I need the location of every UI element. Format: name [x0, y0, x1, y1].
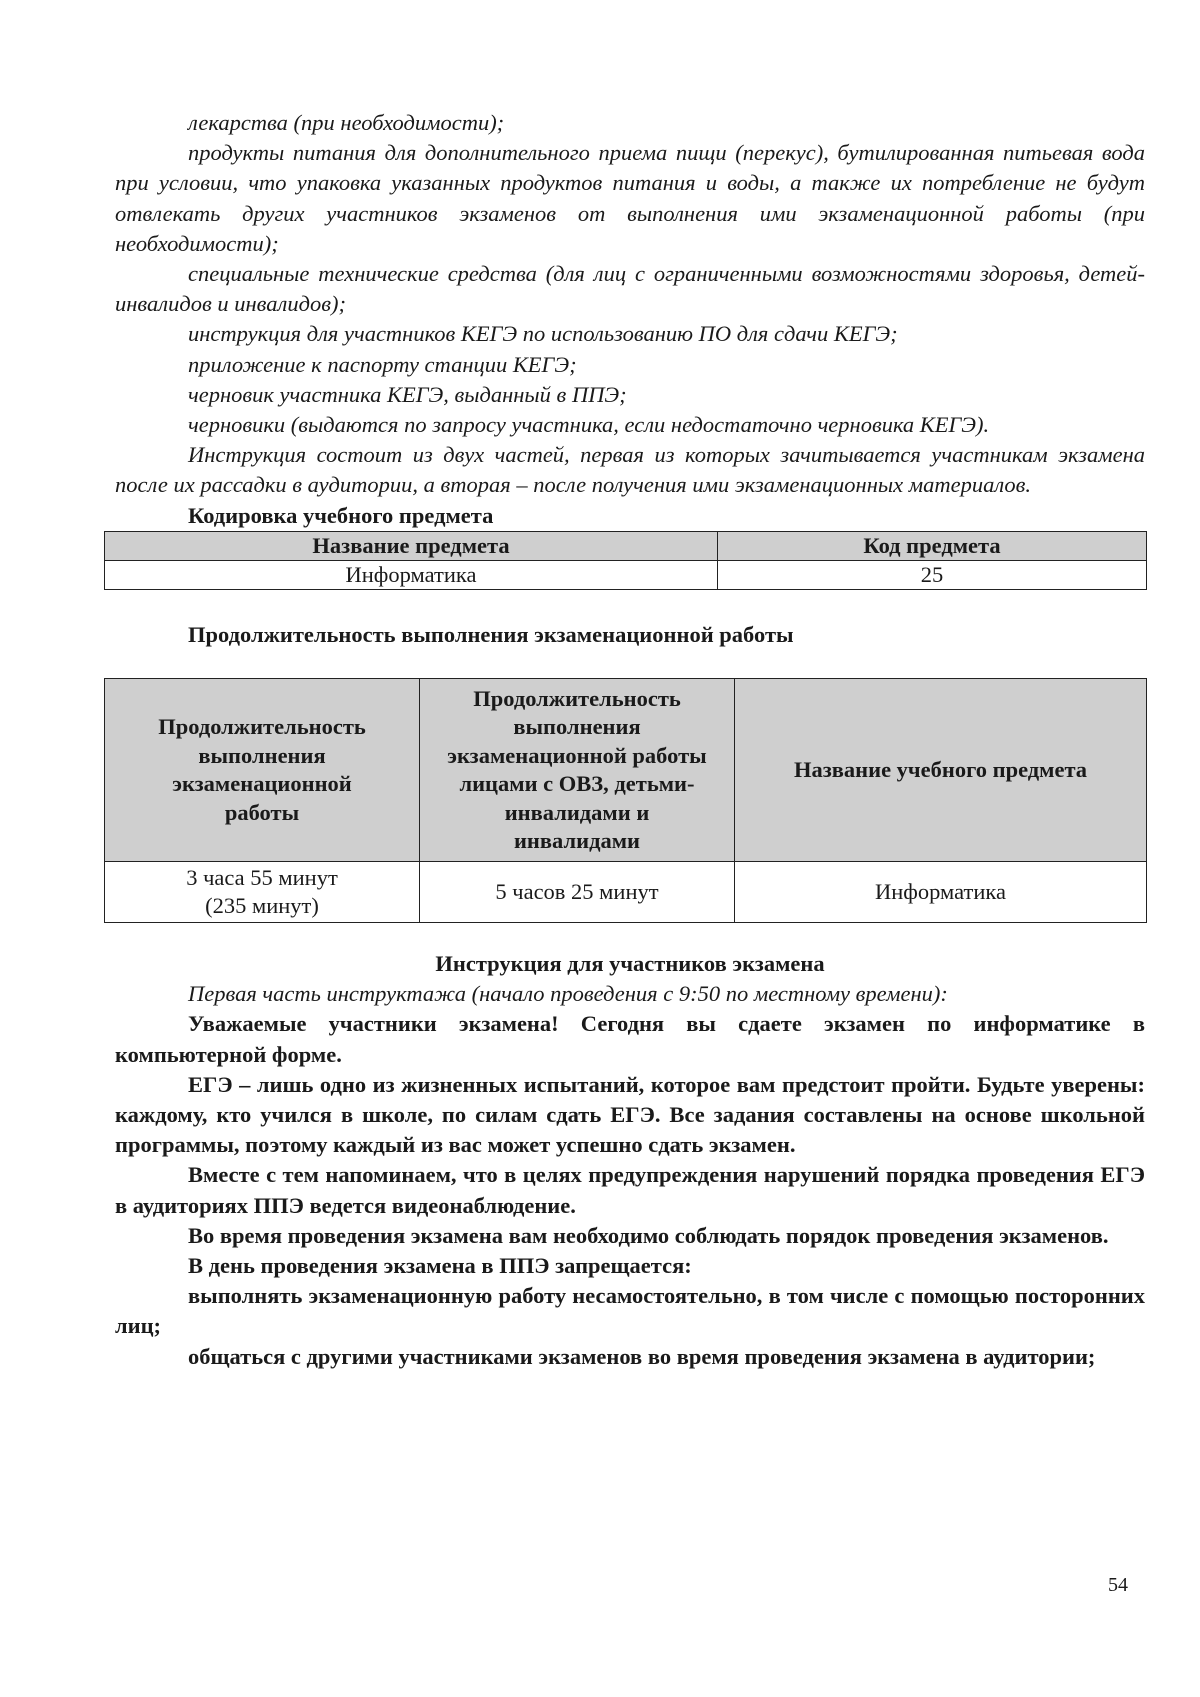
- instruction-paragraph: В день проведения экзамена в ППЭ запрещается:: [188, 1253, 692, 1279]
- subject-coding-table: [104, 531, 1147, 590]
- cell-duration: [105, 862, 420, 923]
- header-duration-text: Продолжительность выполнения экзаменационной работы: [158, 714, 366, 825]
- list-item-station-passport: приложение к паспорту станции КЕГЭ;: [188, 351, 577, 377]
- duration-heading: Продолжительность выполнения экзаменационной работы: [188, 621, 794, 647]
- cell-duration-line1: 3 часа 55 минут: [186, 864, 338, 890]
- list-item-drafts: черновики (выдаются по запросу участника, если недостаточно черновика КЕГЭ).: [188, 412, 990, 438]
- instruction-title: Инструкция для участников экзамена: [435, 951, 825, 977]
- header-duration: [105, 679, 420, 862]
- instruction-subtitle: Первая часть инструктажа (начало проведения с 9:50 по местному времени):: [188, 981, 948, 1007]
- table-row: [105, 560, 1147, 589]
- list-item-special-means: специальные технические средства (для лиц с ограниченными возможностями здоровья, детей-инвалидов и инвалидов);: [115, 261, 1145, 317]
- instruction-paragraph: выполнять экзаменационную работу несамостоятельно, в том числе с помощью посторонних лиц;: [115, 1283, 1145, 1339]
- header-subject: Название учебного предмета: [735, 679, 1147, 862]
- list-item-kege-draft: черновик участника КЕГЭ, выданный в ППЭ;: [188, 381, 627, 407]
- cell-duration-ovz: 5 часов 25 минут: [420, 862, 735, 923]
- table-header-row: [105, 679, 1147, 862]
- table-header-row: [105, 531, 1147, 560]
- page-content: [115, 108, 1145, 1372]
- header-subject-name: Название предмета: [105, 531, 718, 560]
- instruction-paragraph: Вместе с тем напоминаем, что в целях предупреждения нарушений порядка проведения ЕГЭ в аудиториях ППЭ ведется видеонаблюдение.: [115, 1162, 1145, 1218]
- instruction-paragraph: Во время проведения экзамена вам необходимо соблюдать порядок проведения экзаменов.: [188, 1222, 1109, 1248]
- cell-subject-code: 25: [718, 560, 1147, 589]
- duration-table: [104, 678, 1147, 923]
- instruction-note: Инструкция состоит из двух частей, первая из которых зачитывается участникам экзамена после их рассадки в аудитории, а вторая – после получения ими экзаменационных материалов.: [115, 442, 1145, 498]
- header-subject-code: Код предмета: [718, 531, 1147, 560]
- list-item-medicines: лекарства (при необходимости);: [188, 110, 505, 135]
- header-duration-ovz: [420, 679, 735, 862]
- list-item-kege-instruction: инструкция для участников КЕГЭ по использованию ПО для сдачи КЕГЭ;: [188, 321, 898, 347]
- cell-duration-line2: (235 минут): [205, 893, 319, 919]
- coding-heading: Кодировка учебного предмета: [188, 502, 494, 528]
- instruction-paragraph: Уважаемые участники экзамена! Сегодня вы сдаете экзамен по информатике в компьютерной форме.: [115, 1011, 1145, 1067]
- instruction-paragraph: общаться с другими участниками экзаменов во время проведения экзамена в аудитории;: [188, 1343, 1096, 1369]
- cell-subject-name: Информатика: [105, 560, 718, 589]
- cell-subject: Информатика: [735, 862, 1147, 923]
- list-item-food: продукты питания для дополнительного приема пищи (перекус), бутилированная питьевая вода при условии, что упаковка указанных продуктов питания и воды, а также их потребление не будут отвлекать других участников экзаменов от выполнения ими экзаменационной работы (при необходимости);: [115, 140, 1145, 256]
- table-row: [105, 862, 1147, 923]
- header-duration-ovz-text: Продолжительность выполнения экзаменационной работы лицами с ОВЗ, детьми-инвалидами и инвалидами: [447, 685, 707, 854]
- instruction-paragraph: ЕГЭ – лишь одно из жизненных испытаний, которое вам предстоит пройти. Будьте уверены: каждому, кто учился в школе, по силам сдать ЕГЭ. Все задания составлены на основе школьной программы, поэтому каждый из вас может успешно сдать экзамен.: [115, 1071, 1145, 1158]
- page-number: 54: [1108, 1574, 1128, 1596]
